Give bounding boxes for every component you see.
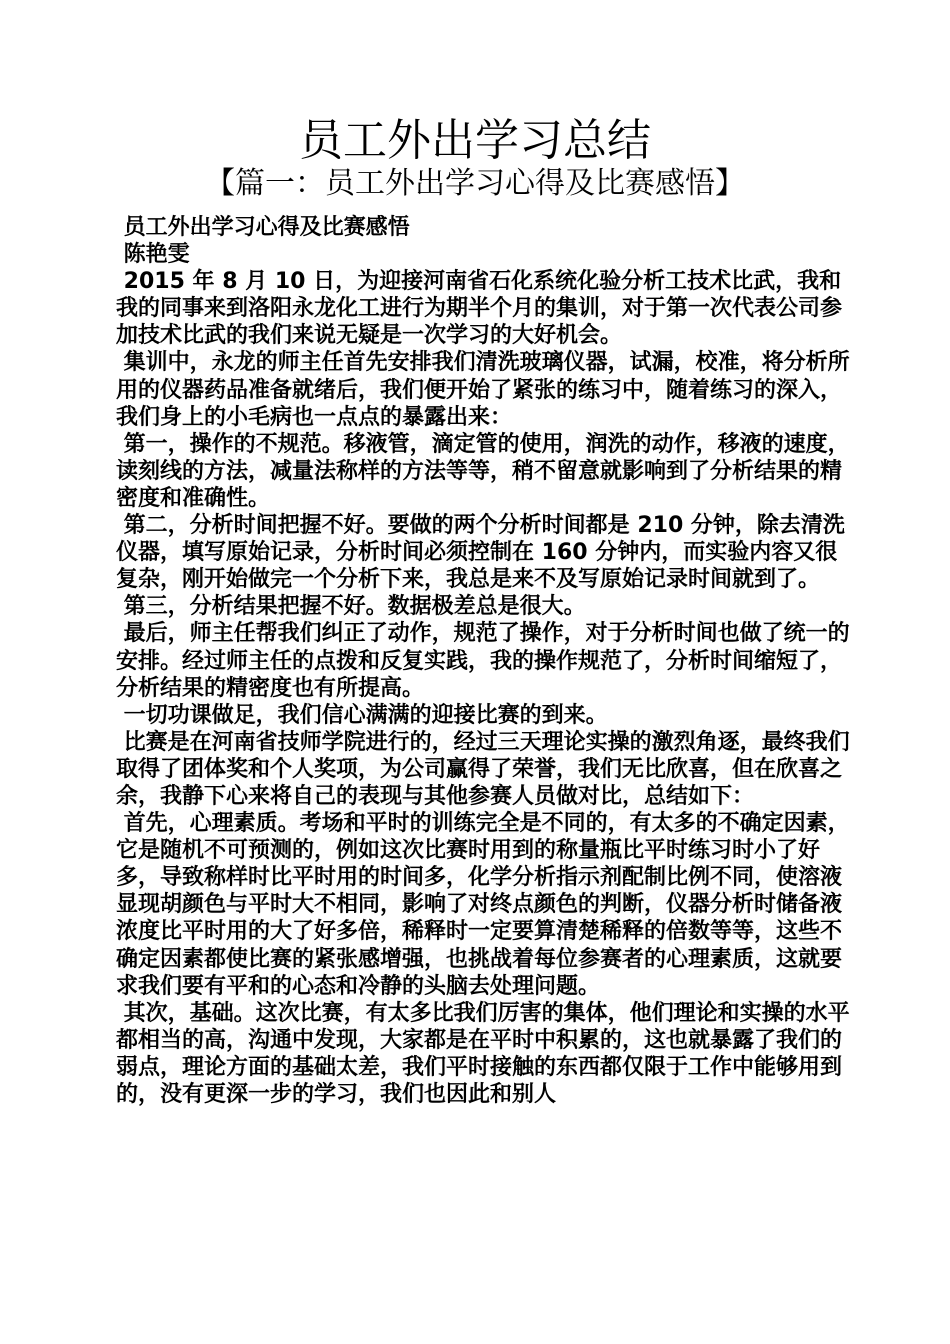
- paragraph: 首先，心理素质。考场和平时的训练完全是不同的，有太多的不确定因素，它是随机不可预测的，例如这次比赛时用到的称量瓶比平时练习时小了好多，导致称样时比平时用的时间多，化学分析指示剂配制比例不同，使溶液显现胡颜色与平时大不相同，影响了对终点颜色的判断，仪器分析时储备液浓度比平时用的大了好多倍，稀释时一定要算清楚稀释的倍数等等，这些不确定因素都使比赛的紧张感增强，也挑战着每位参赛者的心理素质，这就要求我们要有平和的心态和冷静的头脑去处理问题。: [116, 811, 850, 999]
- paragraph: 集训中，永龙的师主任首先安排我们清洗玻璃仪器，试漏，校准，将分析所用的仪器药品准备就绪后，我们便开始了紧张的练习中，随着练习的深入，我们身上的小毛病也一点点的暴露出来：: [116, 350, 850, 430]
- document-title: 员工外出学习总结: [299, 115, 651, 166]
- paragraph: 一切功课做足，我们信心满满的迎接比赛的到来。: [116, 702, 608, 728]
- document-subtitle: 【篇一：员工外出学习心得及比赛感悟】: [205, 166, 745, 201]
- author-name: 陈艳雯: [116, 242, 190, 268]
- paragraph: 2015 年 8 月 10 日，为迎接河南省石化系统化验分析工技术比武，我和我的同事来到洛阳永龙化工进行为期半个月的集训，对于第一次代表公司参加技术比武的我们来说无疑是一次学习的大好机会。: [116, 269, 843, 349]
- paragraph: 第三，分析结果把握不好。数据极差总是很大。: [116, 594, 586, 620]
- paragraph: 最后，师主任帮我们纠正了动作，规范了操作，对于分析时间也做了统一的安排。经过师主任的点拨和反复实践，我的操作规范了，分析时间缩短了，分析结果的精密度也有所提高。: [116, 621, 850, 701]
- section-heading: 员工外出学习心得及比赛感悟: [116, 215, 410, 240]
- paragraph: 第二，分析时间把握不好。要做的两个分析时间都是 210 分钟，除去清洗仪器，填写原始记录，分析时间必须控制在 160 分钟内，而实验内容又很复杂，刚开始做完一个分析下来，我总是来不及写原始记录时间就到了。: [116, 513, 845, 593]
- paragraph: 其次，基础。这次比赛，有太多比我们厉害的集体，他们理论和实操的水平都相当的高，沟通中发现，大家都是在平时中积累的，这也就暴露了我们的弱点，理论方面的基础太差，我们平时接触的东西都仅限于工作中能够用到的，没有更深一步的学习，我们也因此和别人: [116, 1000, 850, 1107]
- document-body: [116, 214, 856, 1108]
- paragraph: 第一，操作的不规范。移液管，滴定管的使用，润洗的动作，移液的速度，读刻线的方法，减量法称样的方法等等，稍不留意就影响到了分析结果的精密度和准确性。: [116, 431, 850, 511]
- paragraph: 比赛是在河南省技师学院进行的，经过三天理论实操的激烈角逐，最终我们取得了团体奖和个人奖项，为公司赢得了荣誉，我们无比欣喜，但在欣喜之余，我静下心来将自己的表现与其他参赛人员做对比，总结如下：: [116, 729, 850, 809]
